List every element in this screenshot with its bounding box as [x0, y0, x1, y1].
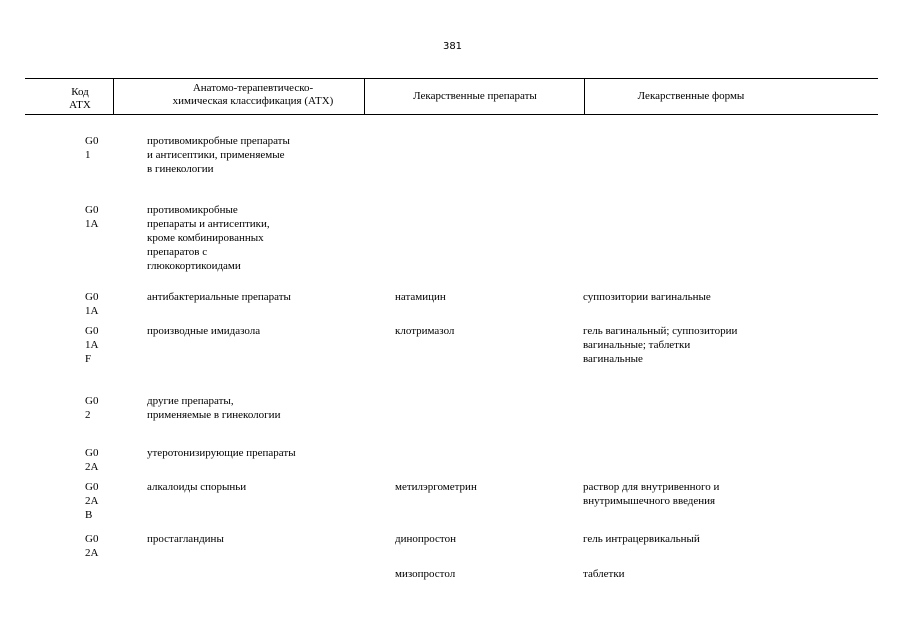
table-header-top-rule [25, 78, 878, 79]
dosage-form: гель вагинальный; суппозитории вагинальные; таблетки вагинальные [583, 325, 738, 365]
atc-code: G0 1A [85, 204, 99, 230]
atc-classification: алкалоиды спорыньи [147, 481, 247, 493]
atc-code: G0 2 [85, 395, 99, 421]
column-divider [584, 78, 585, 114]
atc-code: G0 1A [85, 291, 99, 317]
atc-classification: простагландины [147, 533, 224, 545]
header-classification: Анатомо-терапевтическо- химическая классификация (АТХ) [172, 82, 334, 107]
atc-classification: антибактериальные препараты [147, 291, 291, 303]
page-number: 381 [442, 41, 463, 52]
drug-name: натамицин [395, 291, 446, 303]
dosage-form: суппозитории вагинальные [583, 291, 711, 303]
drug-name: динопростон [395, 533, 456, 545]
drug-name: мизопростол [395, 568, 456, 580]
header-forms: Лекарственные формы [637, 90, 745, 102]
drug-name: метилэргометрин [395, 481, 477, 493]
header-drugs: Лекарственные препараты [413, 90, 537, 102]
column-divider [364, 78, 365, 114]
table-header-bottom-rule [25, 114, 878, 115]
drug-name: клотримазол [395, 325, 455, 337]
atc-code: G0 1 [85, 135, 99, 161]
dosage-form: раствор для внутривенного и внутримышечного введения [583, 481, 720, 507]
column-divider [113, 78, 114, 114]
atc-code: G0 2A [85, 533, 99, 559]
atc-code: G0 2A B [85, 481, 99, 521]
atc-classification: утеротонизирующие препараты [147, 447, 296, 459]
atc-classification: производные имидазола [147, 325, 261, 337]
atc-code: G0 1A F [85, 325, 99, 365]
header-code: Код АТХ [69, 86, 91, 111]
dosage-form: гель интрацервикальный [583, 533, 700, 545]
atc-classification: противомикробные препараты и антисептики, применяемые в гинекологии [147, 135, 290, 175]
atc-classification: противомикробные препараты и антисептики, кроме комбинированных препаратов с глюкокортикоидами [147, 204, 270, 272]
dosage-form: таблетки [583, 568, 625, 580]
atc-classification: другие препараты, применяемые в гинекологии [147, 395, 281, 421]
atc-code: G0 2A [85, 447, 99, 473]
